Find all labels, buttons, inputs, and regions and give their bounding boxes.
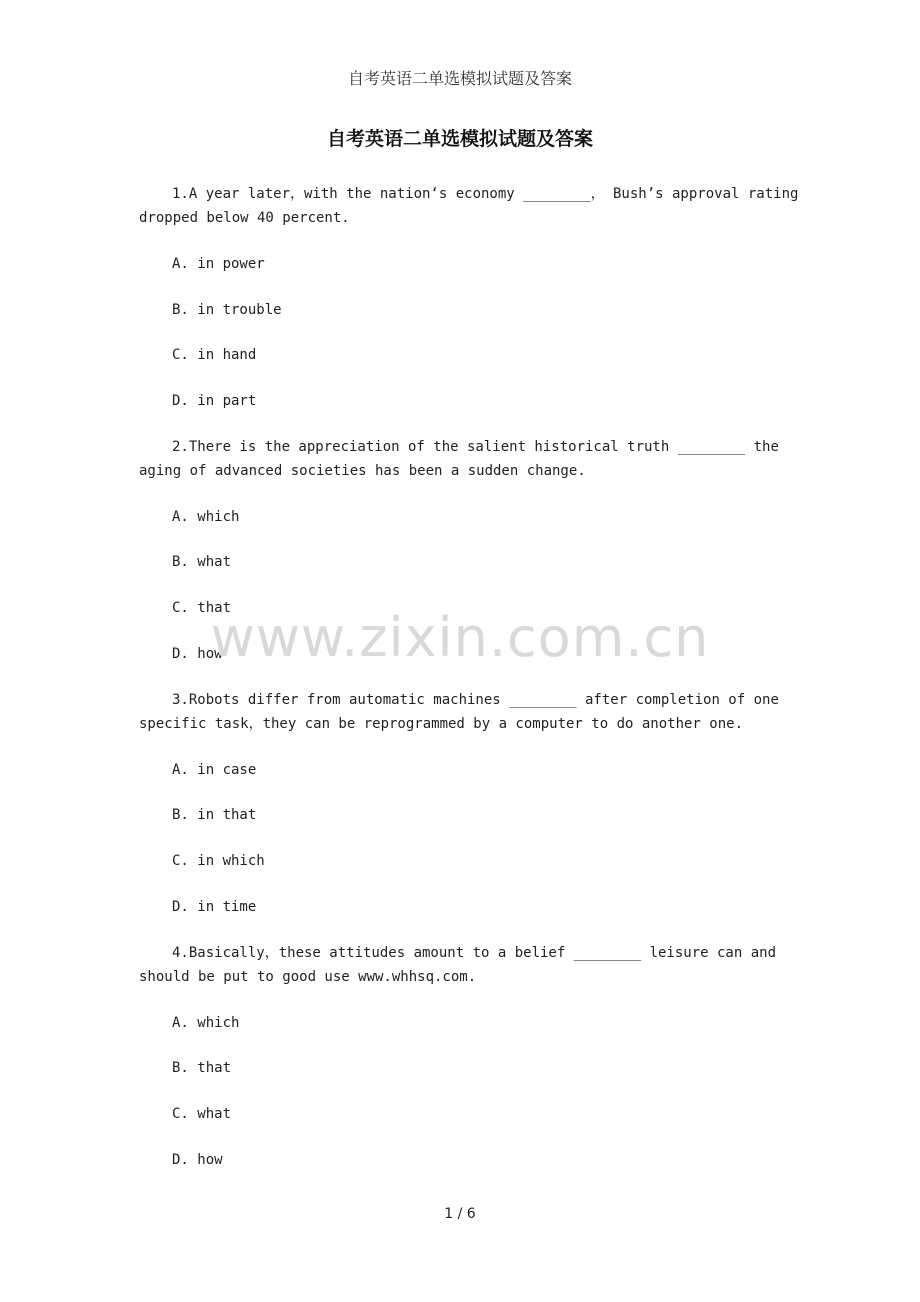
question-4-text: 4.Basically，these attitudes amount to a belief ________ leisure can and should be put to good use www.whhsq.com. (139, 945, 785, 985)
question-2-option-c: C. that (172, 600, 232, 616)
question-4-option-a: A. which (172, 1015, 240, 1031)
question-1-option-a: A. in power (172, 256, 265, 272)
question-2-option-b: B. what (172, 554, 232, 570)
question-3-text: 3.Robots differ from automatic machines ________ after completion of one specific task，they can be reprogrammed by a computer to do another one. (139, 692, 788, 732)
question-3-option-c: C. in which (172, 853, 265, 869)
question-2-text: 2.There is the appreciation of the salient historical truth ________ the aging of advanced societies has been a sudden change. (139, 439, 788, 479)
question-4-option-b: B. that (172, 1060, 232, 1076)
page-header: 自考英语二单选模拟试题及答案 (347, 69, 572, 88)
page-number: 1 / 6 (444, 1206, 476, 1222)
document-title: 自考英语二单选模拟试题及答案 (326, 128, 593, 150)
watermark: www.zixin.com.cn (210, 606, 710, 669)
question-1-option-b: B. in trouble (172, 302, 282, 318)
question-4-option-c: C. what (172, 1106, 232, 1122)
question-2-option-a: A. which (172, 509, 240, 525)
question-1-option-c: C. in hand (172, 347, 257, 363)
question-2-option-d: D. how (172, 646, 223, 662)
question-1-text: 1.A year later，with the nation‘s economy ________， Bush’s approval rating dropped below 40 percent. (139, 186, 807, 226)
question-3-option-a: A. in case (172, 762, 257, 778)
question-1-option-d: D. in part (172, 393, 257, 409)
question-3-option-d: D. in time (172, 899, 257, 915)
question-3-option-b: B. in that (172, 807, 257, 823)
question-4-option-d: D. how (172, 1152, 223, 1168)
